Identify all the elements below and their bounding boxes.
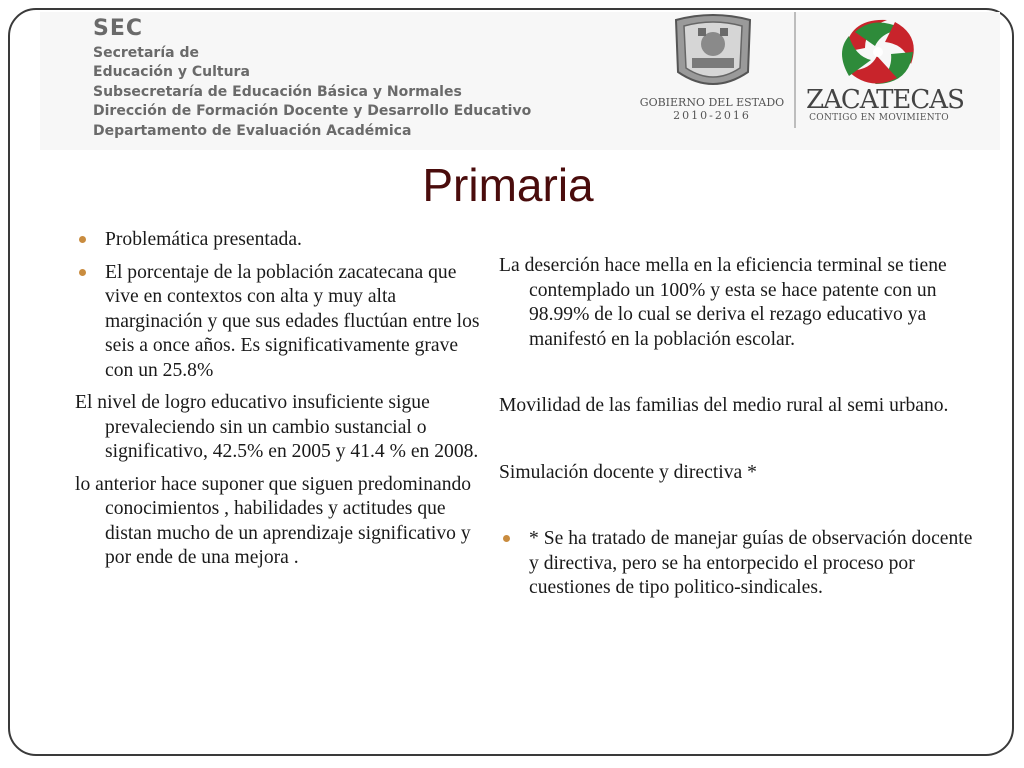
right-text-column: [499, 254, 979, 601]
paragraph: Simulación docente y directiva *: [499, 461, 757, 483]
bullet-item: El porcentaje de la población zacatecana que vive en contextos con alta y muy alta marginación y que sus edades fluctúan entre los seis a once años. Es significativamente grave con un 25.8%: [75, 261, 485, 384]
paragraph: El nivel de logro educativo insuficiente sigue prevaleciendo sin un cambio sustancial o significativo, 42.5% en 2005 y 41.4 % en 2008.: [75, 392, 479, 462]
bullet-item: * Se ha tratado de manejar guías de observación docente y directiva, pero se ha entorpecido el proceso por cuestiones de tipo politico-sindicales.: [499, 527, 979, 601]
bullet-item: Problemática presentada.: [75, 228, 485, 253]
zacatecas-pinwheel-logo-icon: [835, 12, 921, 90]
zacatecas-slogan: CONTIGO EN MOVIMIENTO: [809, 113, 949, 123]
header-divider: [794, 12, 796, 128]
government-label: [636, 96, 788, 122]
paragraph: Movilidad de las familias del medio rural al semi urbano.: [499, 395, 949, 416]
zacatecas-wordmark: ZACATECAS: [806, 85, 964, 115]
government-years: 2010-2016: [673, 109, 751, 122]
government-name: GOBIERNO DEL ESTADO: [639, 96, 785, 109]
sec-header-text: [93, 14, 531, 141]
slide-title: Primaria: [422, 159, 594, 211]
paragraph: La deserción hace mella en la eficiencia terminal se tiene contemplado un 100% y esta se hace patente con un 98.99% de lo cual se deriva el rezago educativo ya manifestó en la población escolar.: [499, 255, 947, 350]
sec-line: Dirección de Formación Docente y Desarrollo Educativo: [93, 103, 532, 120]
sec-line: Secretaría de: [93, 45, 199, 61]
state-seal-icon: [668, 14, 758, 92]
left-text-column: [75, 228, 485, 571]
paragraph: lo anterior hace suponer que siguen predominando conocimientos , habilidades y actitudes que distan mucho de un aprendizaje significativo y por ende de una mejora .: [75, 473, 472, 568]
sec-line: Subsecretaría de Educación Básica y Normales: [93, 83, 462, 100]
sec-line: Departamento de Evaluación Académica: [93, 122, 412, 139]
sec-title: SEC: [93, 16, 144, 41]
sec-line: Educación y Cultura: [93, 64, 250, 81]
